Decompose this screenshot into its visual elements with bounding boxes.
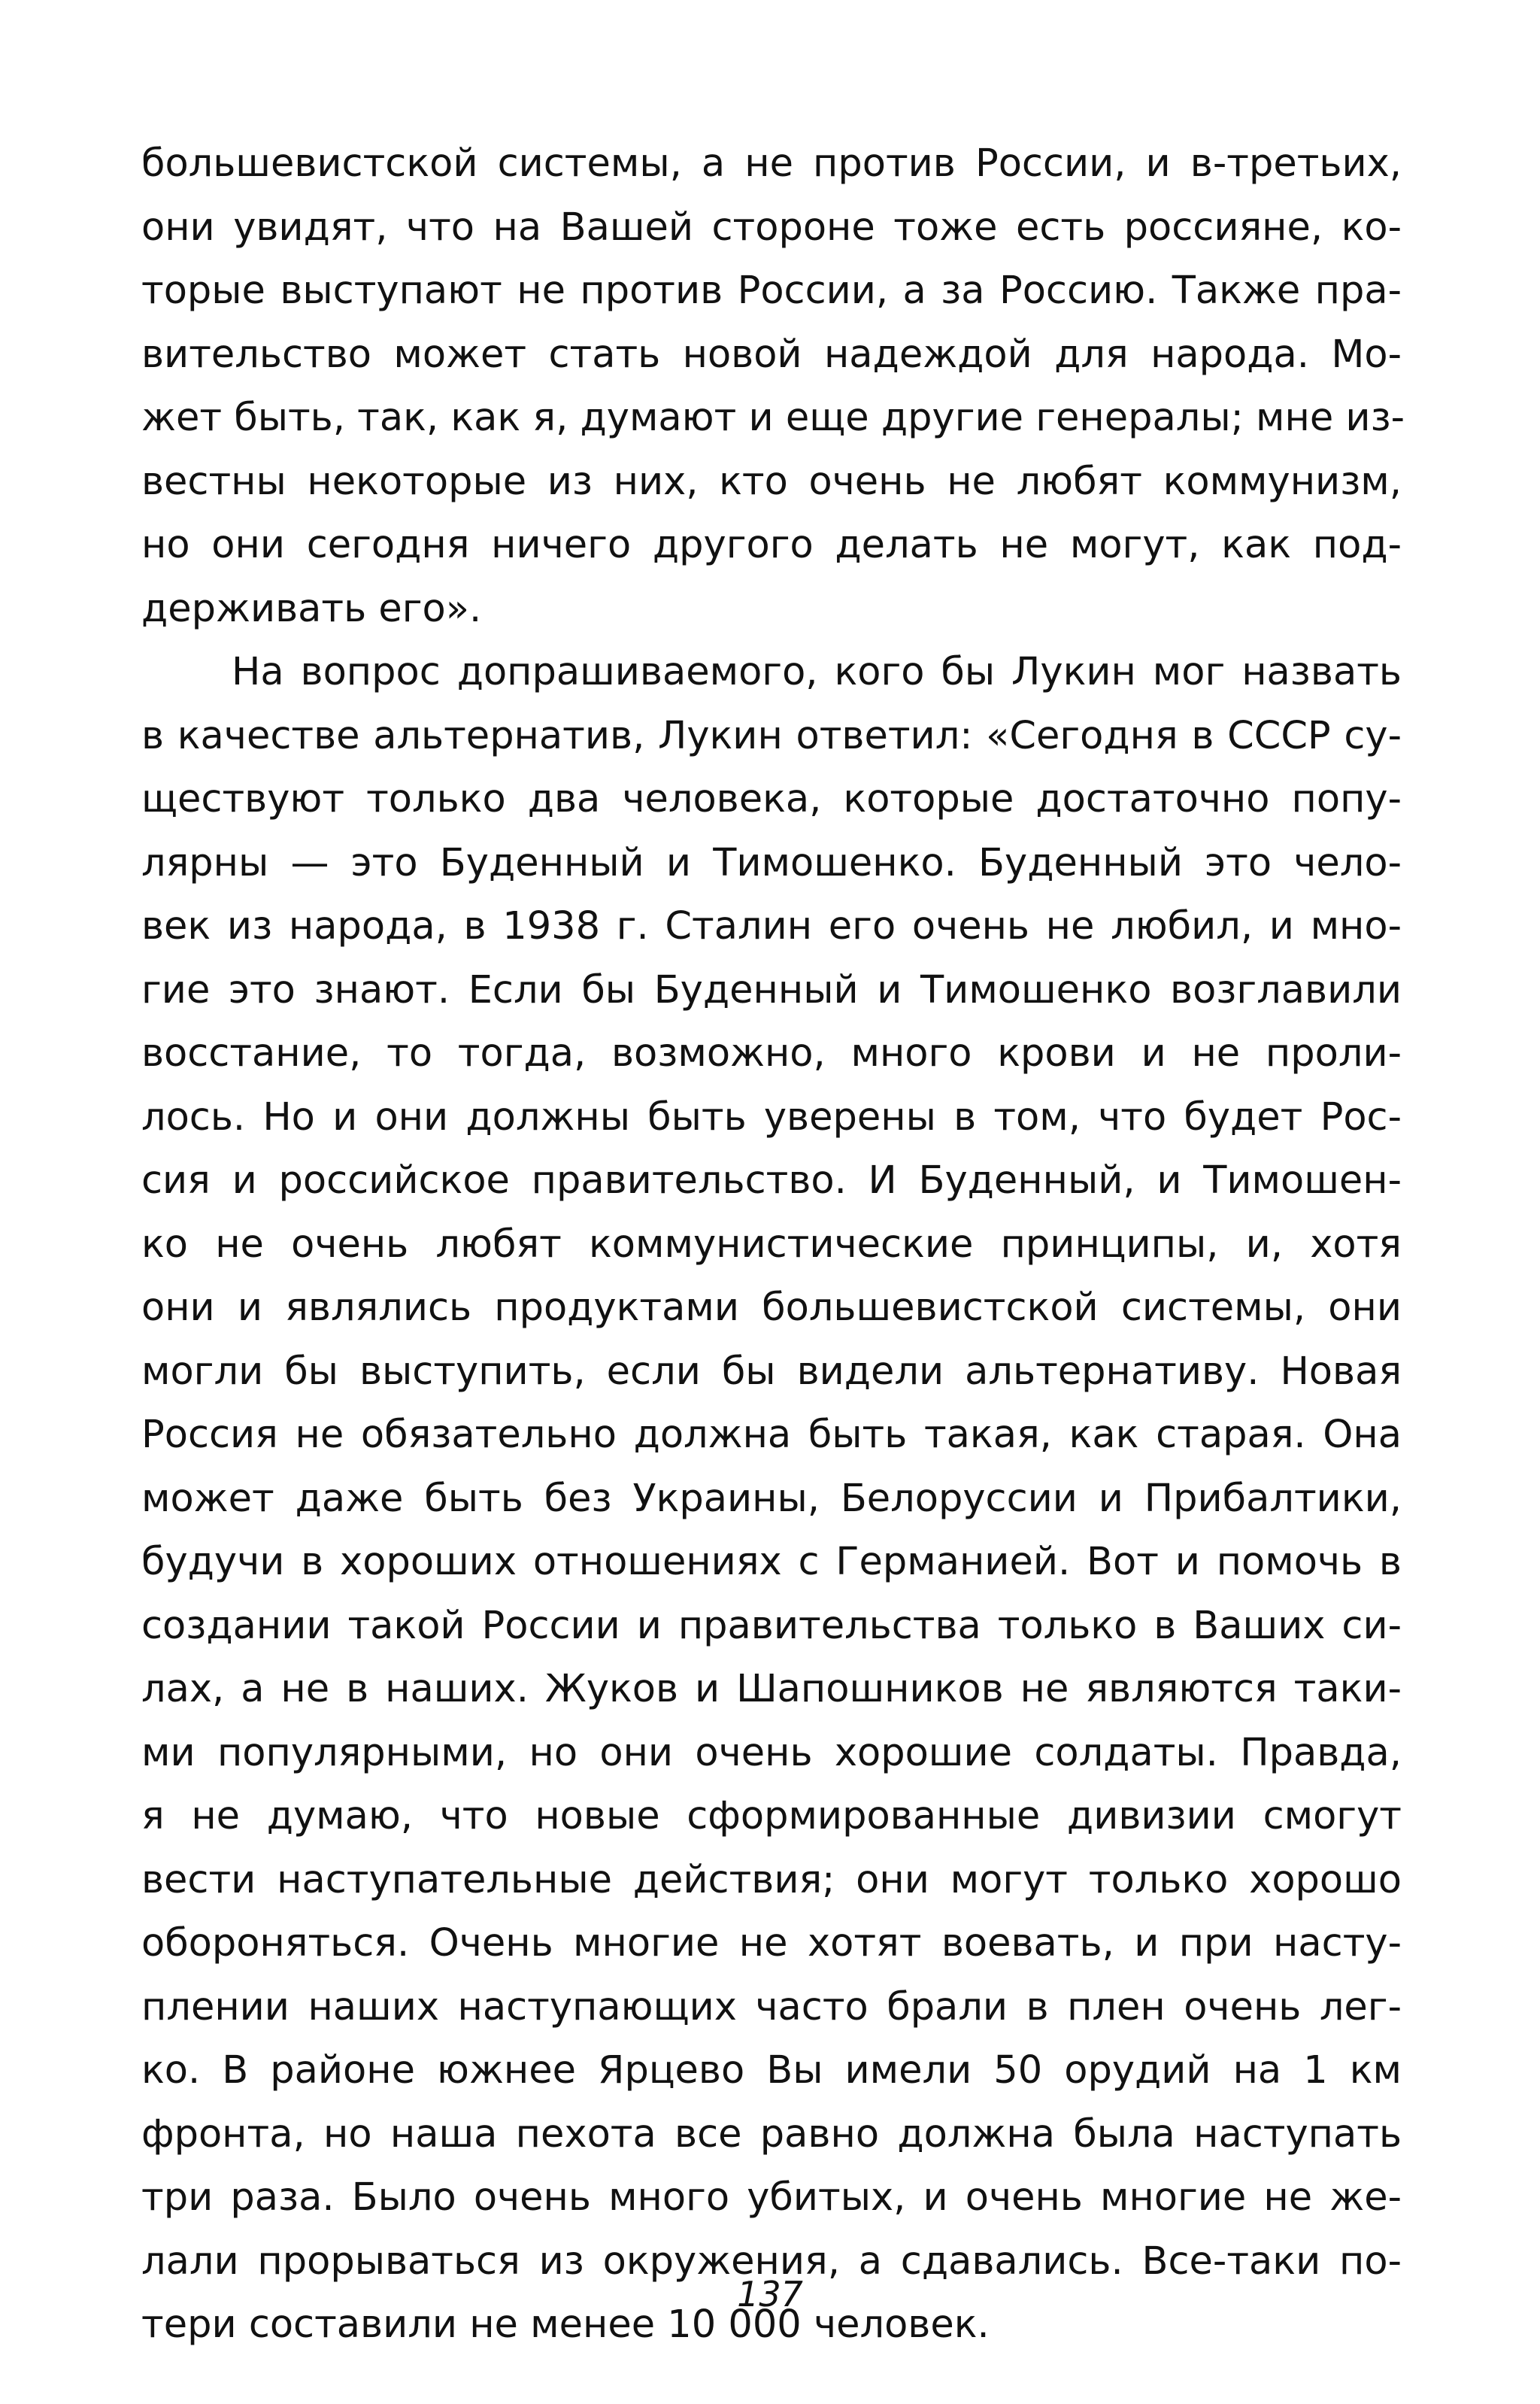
text-line: фронта, но наша пехота все равно должна была наступать [141, 2111, 1402, 2157]
text-line: тери составили не менее 10 000 человек. [141, 2302, 990, 2347]
text-line: ми популярными, но они очень хорошие солдаты. Правда, [141, 1730, 1402, 1775]
text-line: они увидят, что на Вашей стороне тоже есть россияне, ко- [141, 205, 1402, 250]
body-text [141, 132, 1405, 2357]
paragraph-continuation [141, 132, 1405, 641]
text-line: большевистской системы, а не против России, и в-третьих, [141, 141, 1402, 186]
text-line: вести наступательные действия; они могут только хорошо [141, 1857, 1402, 1902]
text-line: создании такой России и правительства только в Ваших си- [141, 1603, 1402, 1648]
page-number: 137 [737, 2274, 803, 2314]
text-line: плении наших наступающих часто брали в плен очень лег- [141, 1984, 1402, 2029]
text-line: ко не очень любят коммунистические принципы, и, хотя [141, 1222, 1402, 1267]
text-line: я не думаю, что новые сформированные дивизии смогут [141, 1794, 1402, 1838]
text-line: торые выступают не против России, а за Россию. Также пра- [141, 269, 1402, 313]
text-line: лярны — это Буденный и Тимошенко. Буденный это чело- [141, 840, 1402, 885]
text-line: лось. Но и они должны быть уверены в том, что будет Рос- [141, 1094, 1402, 1140]
text-line: ко. В районе южнее Ярцево Вы имели 50 орудий на 1 км [141, 2048, 1402, 2093]
text-line: лали прорываться из окружения, а сдавались. Все-таки по- [141, 2239, 1402, 2284]
text-line: но они сегодня ничего другого делать не могут, как под- [141, 523, 1402, 567]
text-line: будучи в хороших отношениях с Германией. Вот и помочь в [141, 1540, 1402, 1584]
text-line: вестны некоторые из них, кто очень не любят коммунизм, [141, 459, 1402, 504]
paragraph-lukin-answer [141, 641, 1402, 2357]
text-line: обороняться. Очень многие не хотят воевать, и при насту- [141, 1921, 1402, 1965]
text-line: может даже быть без Украины, Белоруссии и Прибалтики, [141, 1476, 1402, 1521]
text-line: три раза. Было очень много убитых, и очень многие не же- [141, 2175, 1402, 2220]
text-line: Россия не обязательно должна быть такая, как старая. Она [141, 1413, 1402, 1457]
text-line: сия и российское правительство. И Буденный, и Тимошен- [141, 1158, 1402, 1203]
text-line: век из народа, в 1938 г. Сталин его очень не любил, и мно- [141, 904, 1402, 949]
text-line: они и являлись продуктами большевистской системы, они [141, 1285, 1402, 1330]
text-line: вительство может стать новой надеждой для народа. Мо- [141, 332, 1402, 377]
text-line: держивать его». [141, 586, 482, 631]
text-line: могли бы выступить, если бы видели альтернативу. Новая [141, 1349, 1402, 1394]
text-line: лах, а не в наших. Жуков и Шапошников не являются таки- [141, 1667, 1402, 1711]
text-line: На вопрос допрашиваемого, кого бы Лукин мог назвать [232, 650, 1402, 694]
text-line: гие это знают. Если бы Буденный и Тимошенко возглавили [141, 967, 1402, 1012]
text-line: восстание, то тогда, возможно, много крови и не проли- [141, 1031, 1402, 1076]
text-line: в качестве альтернатив, Лукин ответил: «Сегодня в СССР су- [141, 713, 1402, 758]
text-line: ществуют только два человека, которые достаточно попу- [141, 777, 1402, 821]
text-line: жет быть, так, как я, думают и еще другие генералы; мне из- [141, 396, 1405, 440]
